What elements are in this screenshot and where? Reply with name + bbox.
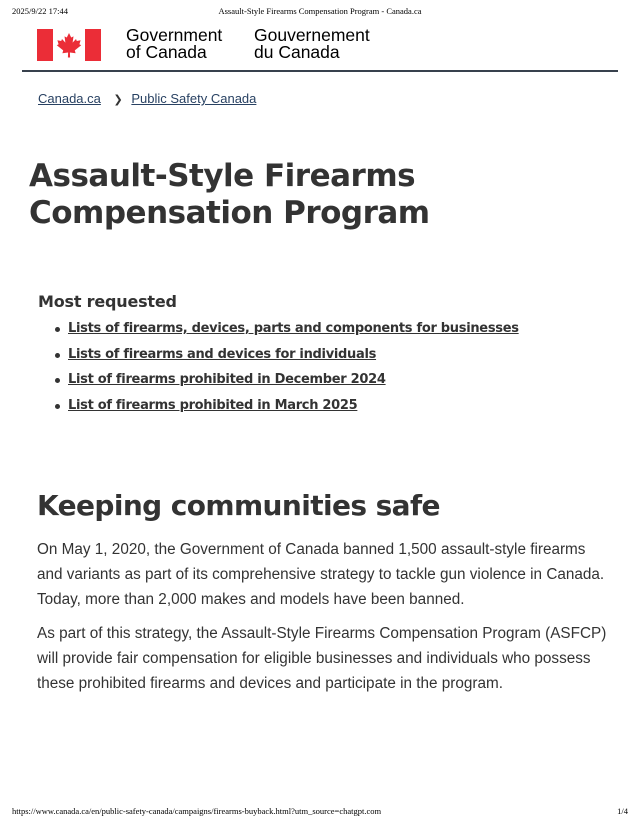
page-title: Assault-Style Firearms Compensation Program: [29, 158, 430, 231]
section-heading: Keeping communities safe: [37, 489, 440, 522]
signature-english[interactable]: Government of Canada: [126, 25, 223, 62]
canada-flag-icon[interactable]: [37, 29, 101, 61]
list-item: [38, 347, 598, 373]
government-header: [22, 22, 618, 72]
print-page-title: Assault-Style Firearms Compensation Program - Canada.ca: [218, 6, 422, 16]
individuals-list-link[interactable]: Lists of firearms and devices for individuals: [68, 346, 377, 362]
print-datetime: 2025/9/22 17:44: [12, 6, 68, 16]
most-requested-list: [38, 321, 598, 423]
bullet-icon: [55, 404, 60, 409]
most-requested-section: [38, 292, 598, 423]
bullet-icon: [55, 327, 60, 332]
list-item: [38, 321, 598, 347]
paragraph: On May 1, 2020, the Government of Canada banned 1,500 assault-style firearms and variants as part of its comprehensive strategy to tackle gun violence in Canada. Today, more than 2,000 makes and models have been banned.: [37, 541, 605, 608]
most-requested-heading: Most requested: [38, 292, 177, 311]
breadcrumb-public-safety-link[interactable]: Public Safety Canada: [131, 91, 257, 106]
keeping-communities-safe-section: [37, 488, 607, 696]
breadcrumb: [38, 91, 256, 106]
print-url: https://www.canada.ca/en/public-safety-canada/campaigns/firearms-buyback.html?utm_source=chatgpt.com: [12, 806, 382, 816]
paragraph: As part of this strategy, the Assault-Style Firearms Compensation Program (ASFCP) will provide fair compensation for eligible businesses and individuals who possess these prohibited firearms and devices and participate in the program.: [37, 625, 607, 692]
print-footer: [12, 806, 628, 818]
list-item: [38, 398, 598, 424]
chevron-right-icon: ❯: [113, 94, 123, 106]
list-item: [38, 372, 598, 398]
march-2025-list-link[interactable]: List of firearms prohibited in March 2025: [68, 397, 358, 413]
businesses-list-link[interactable]: Lists of firearms, devices, parts and components for businesses: [68, 321, 519, 336]
page-number: 1/4: [617, 806, 628, 816]
print-header: [12, 6, 628, 18]
bullet-icon: [55, 378, 60, 383]
breadcrumb-canada-link[interactable]: Canada.ca: [38, 91, 101, 106]
december-2024-list-link[interactable]: List of firearms prohibited in December 2024: [68, 372, 386, 387]
signature-french[interactable]: Gouvernement du Canada: [254, 25, 370, 62]
bullet-icon: [55, 353, 60, 358]
